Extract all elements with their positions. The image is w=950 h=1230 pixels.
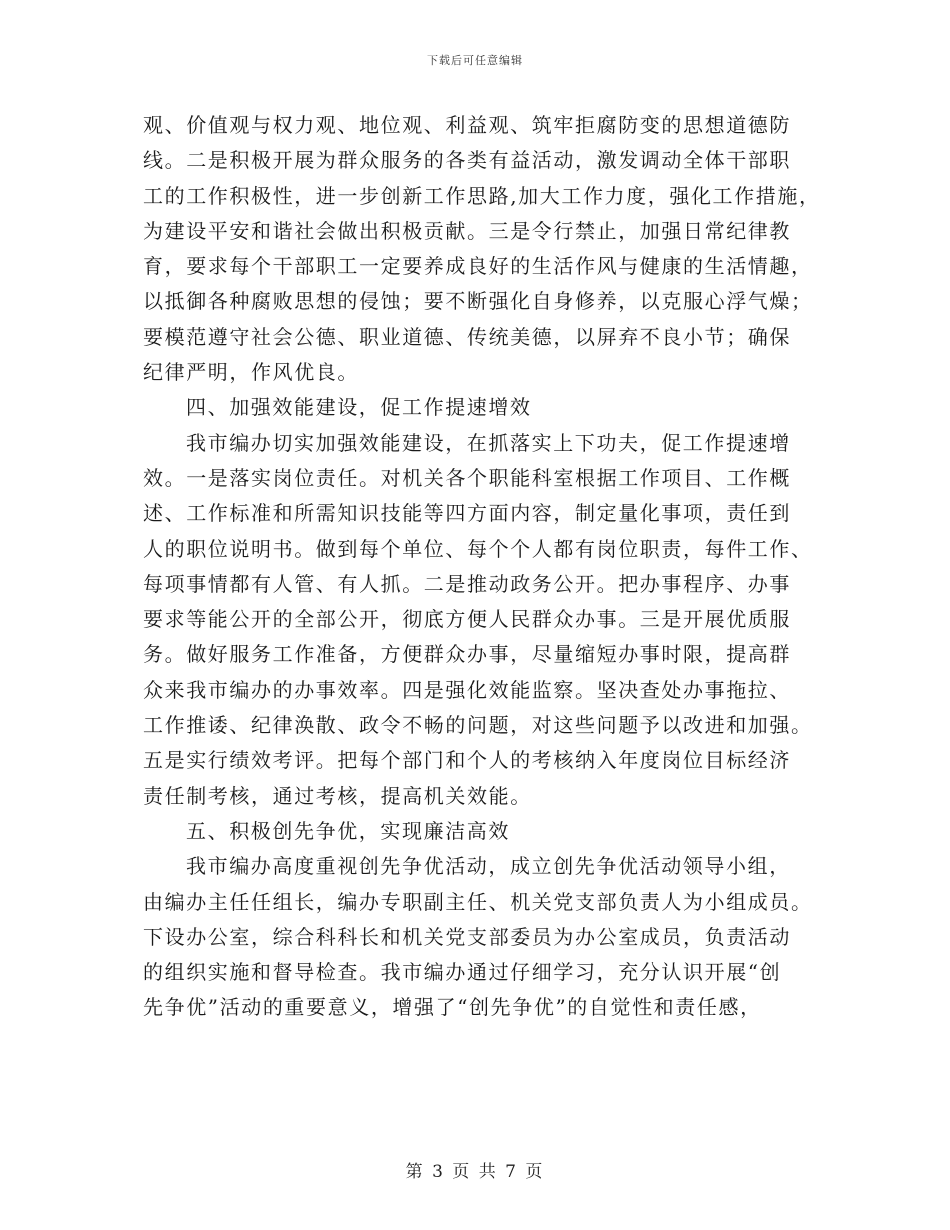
text-line: 效。一是落实岗位责任。对机关各个职能科室根据工作项目、工作概 xyxy=(143,465,791,490)
text-line: 育，要求每个干部职工一定要养成良好的生活作风与健康的生活情趣， xyxy=(143,254,813,279)
text-line: 先争优”活动的重要意义，增强了“创先争优”的自觉性和责任感， xyxy=(143,995,762,1020)
document-body xyxy=(143,108,823,1026)
text-line: 务。做好服务工作准备，方便群众办事，尽量缩短办事时限，提高群 xyxy=(143,642,791,667)
page-header: 下载后可任意编辑 xyxy=(427,54,523,67)
text-line: 责任制考核，通过考核，提高机关效能。 xyxy=(143,783,532,808)
text-line: 我市编办高度重视创先争优活动，成立创先争优活动领导小组， xyxy=(186,854,791,879)
text-line: 下设办公室，综合科科长和机关党支部委员为办公室成员，负责活动 xyxy=(143,924,791,949)
text-line: 工作推诿、纪律涣散、政令不畅的问题，对这些问题予以改进和加强。 xyxy=(143,713,813,738)
text-line: 以抵御各种腐败思想的侵蚀；要不断强化自身修养，以克服心浮气燥； xyxy=(143,289,813,314)
text-line: 要求等能公开的全部公开，彻底方便人民群众办事。三是开展优质服 xyxy=(143,607,791,632)
text-line: 五是实行绩效考评。把每个部门和个人的考核纳入年度岗位目标经济 xyxy=(143,748,791,773)
text-line: 由编办主任任组长，编办专职副主任、机关党支部负责人为小组成员。 xyxy=(143,889,813,914)
text-line: 述、工作标准和所需知识技能等四方面内容，制定量化事项，责任到 xyxy=(143,501,791,526)
page-number: 第 3 页 共 7 页 xyxy=(405,1162,545,1182)
text-line: 人的职位说明书。做到每个单位、每个个人都有岗位职责，每件工作、 xyxy=(143,536,813,561)
text-line: 每项事情都有人管、有人抓。二是推动政务公开。把办事程序、办事 xyxy=(143,571,791,596)
text-line: 纪律严明，作风优良。 xyxy=(143,360,359,385)
text-line: 为建设平安和谐社会做出积极贡献。三是令行禁止，加强日常纪律教 xyxy=(143,218,791,243)
text-line: 工的工作积极性，进一步创新工作思路,加大工作力度，强化工作措施， xyxy=(143,183,821,208)
text-line: 要模范遵守社会公德、职业道德、传统美德，以屏弃不良小节；确保 xyxy=(143,324,791,349)
text-line: 的组织实施和督导检查。我市编办通过仔细学习，充分认识开展“创 xyxy=(143,960,782,985)
text-line: 众来我市编办的办事效率。四是强化效能监察。坚决查处办事拖拉、 xyxy=(143,677,791,702)
text-line: 我市编办切实加强效能建设，在抓落实上下功夫，促工作提速增 xyxy=(186,430,791,455)
text-line: 线。二是积极开展为群众服务的各类有益活动，激发调动全体干部职 xyxy=(143,148,791,173)
text-line: 观、价值观与权力观、地位观、利益观、筑牢拒腐防变的思想道德防 xyxy=(143,113,791,137)
section-heading: 五、积极创先争优，实现廉洁高效 xyxy=(186,818,510,843)
section-heading: 四、加强效能建设，促工作提速增效 xyxy=(186,395,532,420)
